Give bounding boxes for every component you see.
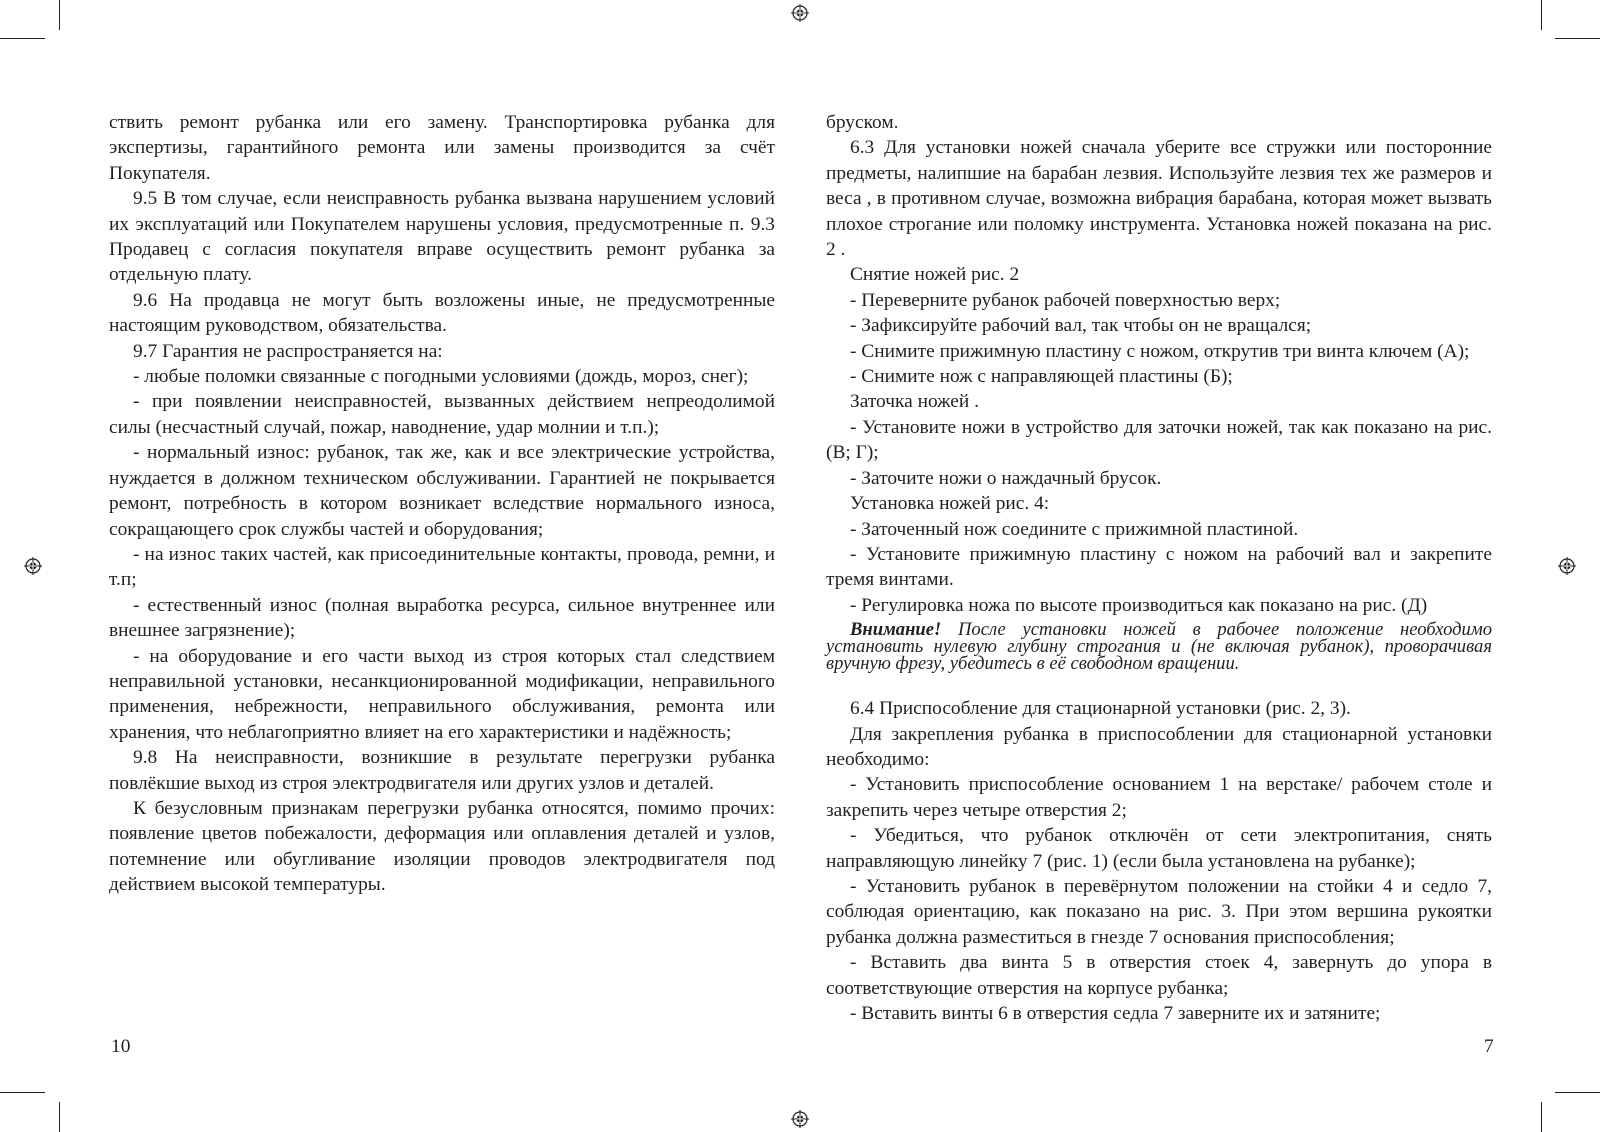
warning-note	[826, 619, 1492, 675]
paragraph: - Регулировка ножа по высоте производиться как показано на рис. (Д)	[850, 594, 1428, 616]
paragraph: - Снимите прижимную пластину с ножом, открутив три винта ключем (А);	[850, 340, 1470, 362]
paragraph: 9.6 На продавца не могут быть возложены иные, не предусмотренные настоящим руководством, обязательства.	[109, 289, 775, 337]
crop-mark	[0, 38, 45, 39]
right-page-column	[826, 110, 1492, 1026]
page-number-left: 10	[111, 1036, 131, 1057]
paragraph: ствить ремонт рубанка или его замену. Транспортировка рубанка для экспертизы, гарантийного ремонта или замены производится за счёт Покупателя.	[109, 112, 775, 184]
paragraph: - Установить приспособление основанием 1 на верстаке/ рабочем столе и закрепить через четыре отверстия 2;	[826, 774, 1492, 821]
paragraph: - Снимите нож с направляющей пластины (Б);	[850, 366, 1233, 388]
paragraph: - на оборудование и его части выход из строя которых стал следствием неправильной установки, несанкционированной модификации, неправильного применения, небрежности, неправильного обслуживания, ремонта или хранения, что неблагоприятно влияет на его характеристики и надёжность;	[109, 645, 775, 743]
warning-text: После установки ножей в рабочее положение необходимо установить нулевую глубину строгания и (не включая рубанок), проворачивая вручную фрезу, убедитесь в её свободном вращении.	[826, 619, 1492, 675]
paragraph: 6.3 Для установки ножей сначала уберите все стружки или посторонние предметы, налипшие на барабан лезвия. Используйте лезвия тех же размеров и веса , в противном случае, возможна вибрация барабана, которая может вызвать плохое строгание или поломку инструмента. Установка ножей показана на рис. 2 .	[826, 137, 1492, 261]
paragraph: 9.5 В том случае, если неисправность рубанка вызвана нарушением условий их эксплуатаций или Покупателем нарушены условия, предусмотренные п. 9.3 Продавец с согласия покупателя вправе осуществить ремонт рубанка за отдельную плату.	[109, 188, 775, 286]
paragraph: - Установите ножи в устройство для заточки ножей, так как показано на рис. (В; Г);	[826, 416, 1492, 464]
left-page-column	[109, 110, 775, 898]
paragraph: - естественный износ (полная выработка ресурса, сильное внутреннее или внешнее загрязнение);	[109, 594, 775, 642]
paragraph: - Вставить винты 6 в отверстия седла 7 заверните их и затяните;	[850, 1003, 1381, 1024]
crop-mark	[1541, 1102, 1542, 1132]
paragraph: - любые поломки связанные с погодными условиями (дождь, мороз, снег);	[133, 366, 749, 388]
paragraph: - на износ таких частей, как присоединительные контакты, провода, ремни, и т.п;	[109, 543, 775, 591]
paragraph: Заточка ножей .	[850, 391, 979, 413]
crop-mark	[1541, 0, 1542, 30]
paragraph: бруском.	[826, 112, 899, 133]
crop-mark	[59, 0, 60, 30]
registration-mark-icon	[24, 557, 42, 575]
registration-mark-icon	[791, 4, 809, 22]
paragraph: - Вставить два винта 5 в отверстия стоек 4, завернуть до упора в соответствующие отверстия на корпусе рубанка;	[826, 952, 1492, 999]
crop-mark	[1555, 1092, 1600, 1093]
paragraph: - Заточите ножи о наждачный брусок.	[850, 467, 1162, 489]
paragraph: 9.7 Гарантия не распространяется на:	[133, 340, 443, 362]
warning-label: Внимание!	[850, 619, 942, 641]
registration-mark-icon	[1558, 557, 1576, 575]
paragraph: К безусловным признакам перегрузки рубанка относятся, помимо прочих: появление цветов побежалости, деформация или оплавления деталей и узлов, потемнение или обугливание изоляции проводов электродвигателя под действием высокой температуры.	[109, 797, 775, 896]
paragraph: - нормальный износ: рубанок, так же, как и все электрические устройства, нуждается в должном техническом обслуживании. Гарантией не покрывается ремонт, потребность в котором возникает вследствие нормального износа, сокращающего срок службы частей и оборудования;	[109, 442, 775, 540]
paragraph: Для закрепления рубанка в приспособлении для стационарной установки необходимо:	[826, 723, 1492, 770]
paragraph: - Заточенный нож соедините с прижимной пластиной.	[850, 518, 1299, 540]
crop-mark	[59, 1102, 60, 1132]
paragraph: 6.4 Приспособление для стационарной установки (рис. 2, 3).	[850, 698, 1351, 720]
crop-mark	[0, 1092, 45, 1093]
page-number-right: 7	[1484, 1036, 1494, 1057]
paragraph: - Зафиксируйте рабочий вал, так чтобы он не вращался;	[850, 315, 1312, 337]
paragraph: - Убедиться, что рубанок отключён от сети электропитания, снять направляющую линейку 7 (рис. 1) (если была установлена на рубанке);	[826, 825, 1492, 872]
paragraph: Снятие ножей рис. 2	[850, 264, 1020, 286]
registration-mark-icon	[791, 1110, 809, 1128]
paragraph: - Переверните рубанок рабочей поверхностью верх;	[850, 289, 1281, 311]
crop-mark	[1555, 38, 1600, 39]
paragraph: - при появлении неисправностей, вызванных действием непреодолимой силы (несчастный случай, пожар, наводнение, удар молнии и т.п.);	[109, 391, 775, 438]
paragraph: - Установить рубанок в перевёрнутом положении на стойки 4 и седло 7, соблюдая ориентацию, как показано на рис. 3. При этом вершина рукоятки рубанка должна разместиться в гнезде 7 основания приспособления;	[826, 875, 1492, 948]
paragraph: Установка ножей рис. 4:	[850, 493, 1050, 515]
paragraph: - Установите прижимную пластину с ножом на рабочий вал и закрепите тремя винтами.	[826, 543, 1492, 591]
paragraph: 9.8 На неисправности, возникшие в результате перегрузки рубанка повлёкшие выход из строя электродвигателя или других узлов и деталей.	[109, 747, 775, 794]
